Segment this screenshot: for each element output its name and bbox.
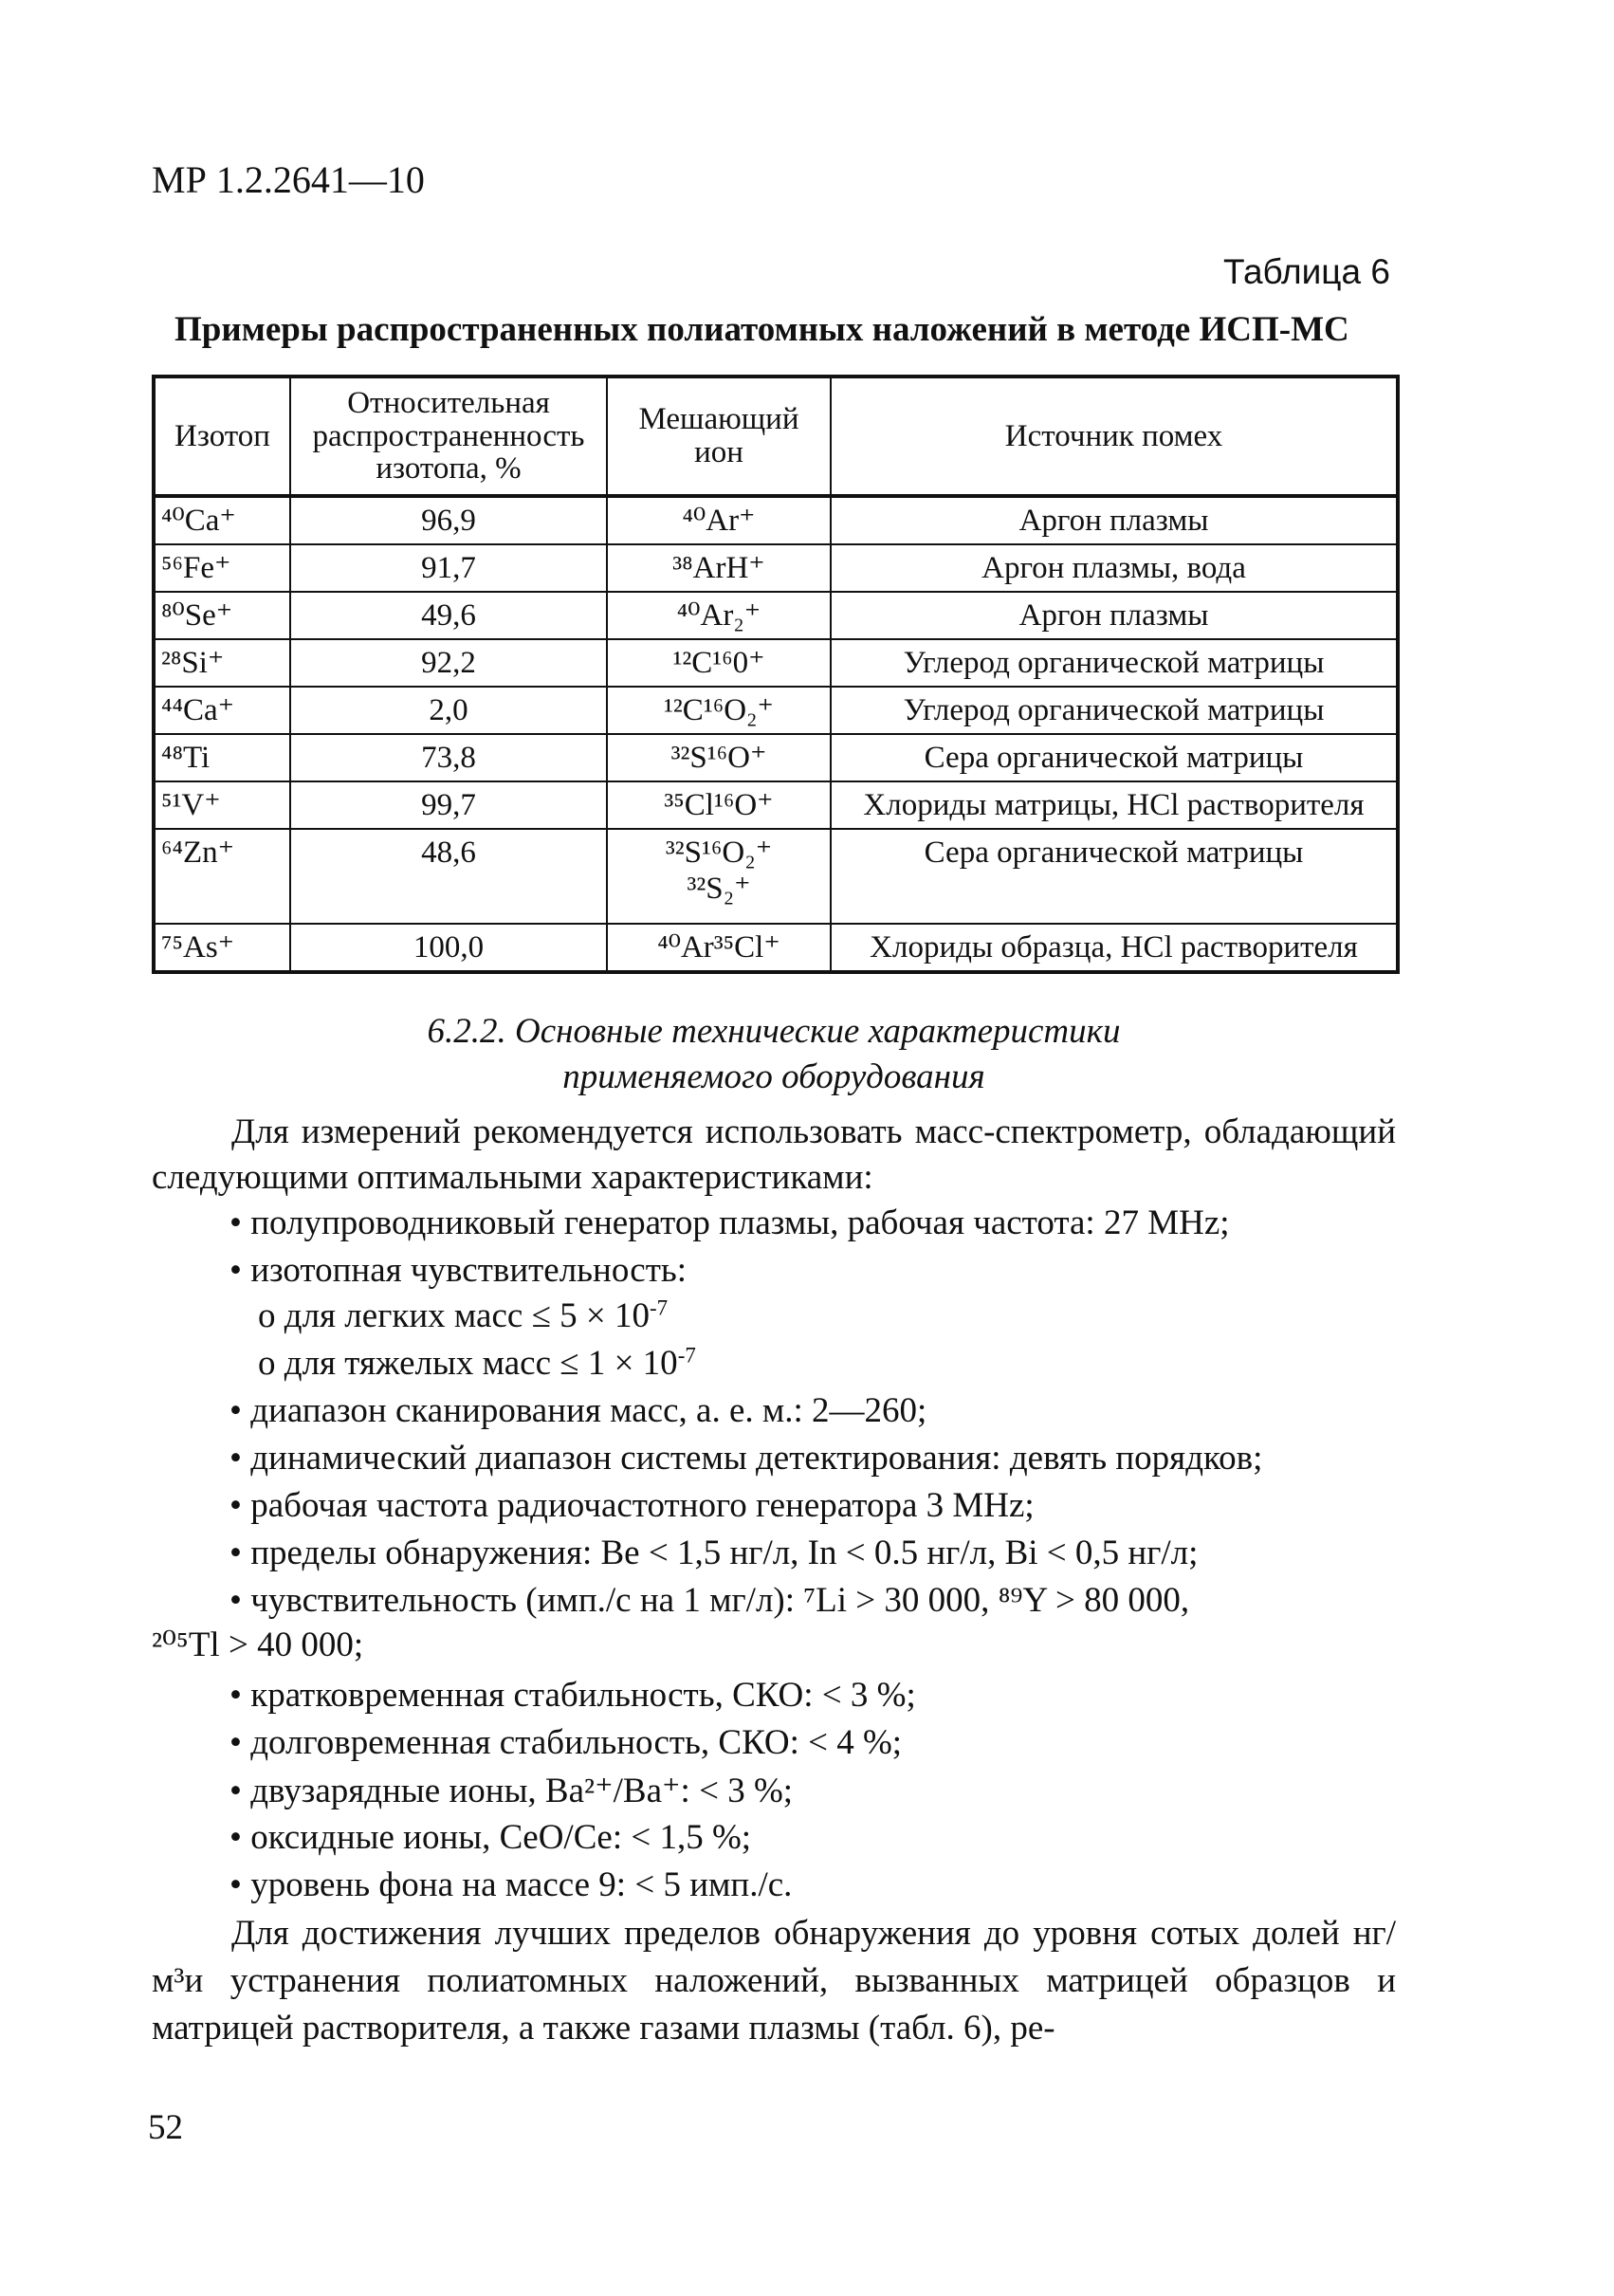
- source-cell: Аргон плазмы, вода: [831, 544, 1398, 592]
- abundance-cell: 100,0: [290, 924, 607, 972]
- table-row: [154, 496, 1398, 544]
- source-cell: Хлориды образца, HCl растворителя: [831, 924, 1398, 972]
- abundance-cell: 91,7: [290, 544, 607, 592]
- sub-bullet-text: для тяжелых масс ≤ 1 × 10: [284, 1344, 678, 1383]
- bullet-text: долговременная стабильность, СКО: < 4 %;: [250, 1723, 903, 1762]
- bullet-text: изотопная чувствительность:: [250, 1251, 688, 1290]
- abundance-cell: 48,6: [290, 829, 607, 924]
- bullet-text: чувствительность (имп./с на 1 мг/л): ⁷Li > 30 000, ⁸⁹Y > 80 000,: [250, 1581, 1190, 1620]
- document-code: МР 1.2.2641—10: [152, 158, 425, 201]
- bullet-item: • чувствительность (имп./с на 1 мг/л): ⁷Li > 30 000, ⁸⁹Y > 80 000,: [229, 1581, 1190, 1620]
- isotope-cell: ⁸⁰Se⁺: [154, 592, 290, 639]
- source-cell: Сера органической матрицы: [831, 734, 1398, 781]
- col-header-abundance: Относительная распространенность изотопа, %: [290, 377, 607, 496]
- col-header-source: Источник помех: [831, 377, 1398, 496]
- table-row: [154, 544, 1398, 592]
- ion-cell: [607, 829, 831, 924]
- bullet-item: • изотопная чувствительность:: [229, 1251, 688, 1290]
- bullet-continuation: ²⁰⁵Tl > 40 000;: [152, 1626, 364, 1664]
- section-heading: 6.2.2. Основные технические характеристики: [427, 1012, 1121, 1051]
- bullet-item: • кратковременная стабильность, СКО: < 3 %;: [229, 1676, 916, 1715]
- source-cell: Аргон плазмы: [831, 496, 1398, 544]
- bullet-item: • двузарядные ионы, Ba²⁺/Ba⁺: < 3 %;: [229, 1772, 794, 1810]
- isotope-cell: ⁴⁰Ca⁺: [154, 496, 290, 544]
- source-cell: Хлориды матрицы, HCl растворителя: [831, 781, 1398, 829]
- isotope-cell: ⁵¹V⁺: [154, 781, 290, 829]
- source-cell: Аргон плазмы: [831, 592, 1398, 639]
- source-cell: Углерод органической матрицы: [831, 639, 1398, 687]
- isotope-cell: ⁶⁴Zn⁺: [154, 829, 290, 924]
- isotope-cell: ⁴⁴Ca⁺: [154, 687, 290, 734]
- abundance-cell: 49,6: [290, 592, 607, 639]
- table-row: [154, 687, 1398, 734]
- abundance-cell: 73,8: [290, 734, 607, 781]
- bullet-item: • пределы обнаружения: Be < 1,5 нг/л, In < 0.5 нг/л, Bi < 0,5 нг/л;: [229, 1534, 1199, 1572]
- bullet-item: • динамический диапазон системы детектирования: девять порядков;: [229, 1439, 1263, 1478]
- ion-cell: ³⁸ArH⁺: [607, 544, 831, 592]
- table-header-row: [154, 377, 1398, 496]
- bullet-text: уровень фона на массе 9: < 5 имп./с.: [250, 1865, 793, 1904]
- ion-line: ³²S₂⁺: [687, 871, 751, 906]
- section-heading-line2: применяемого оборудования: [562, 1057, 985, 1096]
- closing-paragraph: Для достижения лучших пределов обнаружения до уровня сотых долей нг/м³и устранения полиатомных наложений, вызванных матрицей образцов и матрицей растворителя, а также газами плазмы (табл. 6), ре-: [152, 1914, 1396, 2048]
- exponent: -7: [677, 1343, 696, 1368]
- table-row: [154, 924, 1398, 972]
- bullet-item: • диапазон сканирования масс, а. е. м.: 2—260;: [229, 1391, 927, 1430]
- bullet-item: • оксидные ионы, CeO/Ce: < 1,5 %;: [229, 1818, 752, 1857]
- bullet-item: • рабочая частота радиочастотного генератора 3 MHz;: [229, 1486, 1035, 1525]
- bullet-item: • полупроводниковый генератор плазмы, рабочая частота: 27 MHz;: [229, 1203, 1230, 1242]
- bullet-text: оксидные ионы, CeO/Ce: < 1,5 %;: [250, 1818, 752, 1857]
- table-row: [154, 592, 1398, 639]
- sub-bullet-item: ο для легких масс ≤ $5 \times 10^{-7}$: [258, 1295, 669, 1335]
- table-row: [154, 781, 1398, 829]
- table-row: [154, 639, 1398, 687]
- bullet-text: диапазон сканирования масс, а. е. м.: 2—260;: [250, 1391, 927, 1430]
- source-cell: Сера органической матрицы: [831, 829, 1398, 924]
- ion-line: ³²S¹⁶O₂⁺: [665, 836, 773, 870]
- sub-bullet-text: для легких масс ≤ 5 × 10: [284, 1296, 650, 1335]
- intro-paragraph: Для измерений рекомендуется использовать масс-спектрометр, обладающий следующими оптимальными характеристиками:: [152, 1112, 1396, 1197]
- col-header-isotope: Изотоп: [154, 377, 290, 496]
- exponent: -7: [650, 1295, 669, 1320]
- table-row: [154, 829, 1398, 924]
- sub-bullet-item: ο для тяжелых масс ≤ $1 \times 10^{-7}$: [258, 1343, 696, 1383]
- bullet-text: кратковременная стабильность, СКО: < 3 %;: [250, 1676, 916, 1715]
- bullet-text: двузарядные ионы, Ba²⁺/Ba⁺: < 3 %;: [250, 1772, 794, 1810]
- bullet-text: полупроводниковый генератор плазмы, рабочая частота: 27 MHz;: [250, 1203, 1230, 1242]
- abundance-cell: 96,9: [290, 496, 607, 544]
- bullet-text: рабочая частота радиочастотного генератора 3 MHz;: [250, 1486, 1035, 1525]
- isotope-cell: ²⁸Si⁺: [154, 639, 290, 687]
- bullet-text: пределы обнаружения: Be < 1,5 нг/л, In < 0.5 нг/л, Bi < 0,5 нг/л;: [250, 1534, 1199, 1572]
- table-number-label: Таблица 6: [1223, 252, 1390, 291]
- table-title: Примеры распространенных полиатомных наложений в методе ИСП-МС: [174, 310, 1349, 349]
- isotope-cell: ⁷⁵As⁺: [154, 924, 290, 972]
- abundance-cell: 2,0: [290, 687, 607, 734]
- interference-table: [152, 375, 1400, 974]
- page-number: 52: [148, 2108, 183, 2147]
- bullet-item: • долговременная стабильность, СКО: < 4 %;: [229, 1723, 903, 1762]
- ion-cell: ¹²C¹⁶O₂⁺: [607, 687, 831, 734]
- col-header-interfering-ion: Мешающий ион: [607, 377, 831, 496]
- ion-cell: ¹²C¹⁶0⁺: [607, 639, 831, 687]
- bullet-item: • уровень фона на массе 9: < 5 имп./с.: [229, 1865, 793, 1904]
- isotope-cell: ⁴⁸Ti: [154, 734, 290, 781]
- bullet-text: динамический диапазон системы детектирования: девять порядков;: [250, 1439, 1263, 1478]
- table-row: [154, 734, 1398, 781]
- source-cell: Углерод органической матрицы: [831, 687, 1398, 734]
- isotope-cell: ⁵⁶Fe⁺: [154, 544, 290, 592]
- ion-cell: ⁴⁰Ar⁺: [607, 496, 831, 544]
- abundance-cell: 92,2: [290, 639, 607, 687]
- abundance-cell: 99,7: [290, 781, 607, 829]
- ion-cell: ⁴⁰Ar₂⁺: [607, 592, 831, 639]
- ion-cell: ³⁵Cl¹⁶O⁺: [607, 781, 831, 829]
- ion-cell: ³²S¹⁶O⁺: [607, 734, 831, 781]
- ion-cell: ⁴⁰Ar³⁵Cl⁺: [607, 924, 831, 972]
